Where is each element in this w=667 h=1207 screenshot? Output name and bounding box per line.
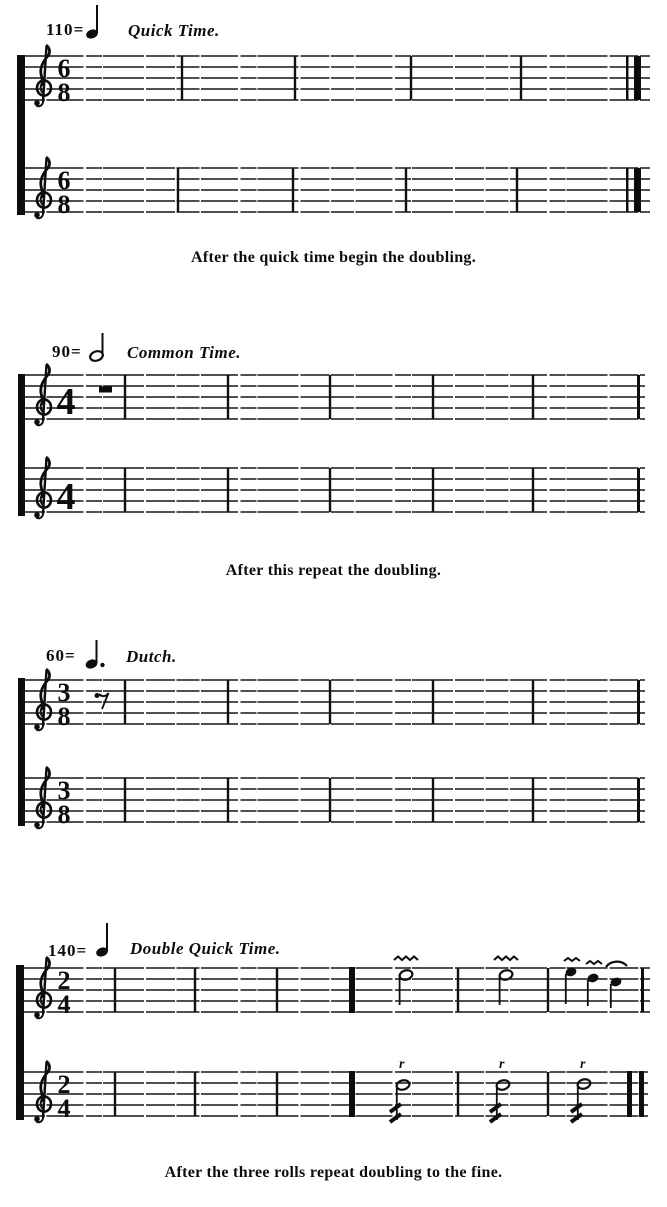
staff-lines [22, 168, 650, 212]
half-rest [99, 387, 112, 393]
tempo-number: 110 [46, 20, 74, 39]
staff-lines [22, 778, 645, 822]
tempo-number: 90 [52, 342, 71, 361]
staff-1a [0, 40, 667, 120]
treble-clef-icon [34, 957, 51, 1018]
equals-sign: = [65, 646, 76, 665]
time-signature-top: 3 [57, 678, 71, 707]
end-barline [637, 375, 640, 419]
treble-clef-icon [34, 364, 51, 425]
rolled-half-note-r-m5 [390, 1057, 411, 1122]
roll-wavy-mark [494, 957, 518, 961]
time-signature-top: 3 [57, 776, 71, 805]
tempo-number: 140 [48, 941, 77, 960]
eighth-rest [95, 693, 109, 709]
rolled-half-note-r-m6 [490, 1057, 511, 1122]
treble-clef-icon [34, 157, 51, 218]
final-barline-thick [634, 56, 641, 100]
tremolo-slash [490, 1114, 501, 1122]
caption-3: After the three rolls repeat doubling to the fine. [164, 1164, 503, 1181]
treble-clef-icon [34, 1061, 51, 1122]
time-signature-bottom: 8 [57, 800, 71, 829]
end-barline [637, 468, 640, 512]
equals-sign: = [71, 342, 82, 361]
time-signature-top: 2 [57, 1070, 71, 1099]
final-barline-thick [634, 168, 641, 212]
time-signature-bottom: 8 [57, 78, 71, 107]
staff-4a [0, 952, 667, 1032]
tempo-number: 60 [46, 646, 65, 665]
tempo-label: Dutch. [126, 647, 177, 666]
rolled-half-note-m6 [494, 957, 518, 1006]
staff-lines [22, 56, 650, 100]
tempo-label: Quick Time. [128, 21, 220, 40]
equals-sign: = [76, 941, 88, 960]
roll-letter: r [399, 1057, 405, 1072]
quarter-note-icon [84, 2, 102, 42]
time-signature-bottom: 8 [57, 702, 71, 731]
staff-3b [0, 762, 667, 842]
tempo-marking-3 [46, 646, 76, 666]
caption-2: After this repeat the doubling. [225, 562, 442, 579]
end-barline [641, 968, 644, 1012]
roll-letter: r [499, 1057, 505, 1072]
time-signature: 4 [56, 476, 76, 518]
final-barline-thick [639, 1071, 644, 1117]
staff-2b [0, 452, 667, 532]
time-signature-top: 6 [57, 166, 71, 195]
roll-wavy-mark [564, 958, 580, 961]
caption-1: After the quick time begin the doubling. [190, 249, 477, 266]
time-signature: 4 [56, 381, 76, 423]
final-barline-thick [627, 1071, 632, 1117]
time-signature-top: 6 [57, 54, 71, 83]
staff-lines [22, 468, 645, 512]
time-signature-bottom: 8 [57, 190, 71, 219]
tempo-label: Double Quick Time. [130, 939, 281, 958]
staff-lines [22, 375, 645, 419]
staff-4b [0, 1056, 667, 1136]
tempo-label: Common Time. [127, 343, 241, 362]
heavy-barline [349, 967, 355, 1013]
roll-wavy-mark [394, 957, 418, 961]
heavy-barline [349, 1071, 355, 1117]
staff-3a [0, 664, 667, 744]
time-signature-bottom: 4 [57, 990, 71, 1019]
end-barline [637, 778, 640, 822]
tremolo-slash [571, 1114, 582, 1122]
rolled-half-note-m5 [394, 957, 418, 1006]
tremolo-slash [390, 1114, 401, 1122]
time-signature-top: 2 [57, 966, 71, 995]
end-barline [637, 680, 640, 724]
time-signature-bottom: 4 [57, 1094, 71, 1123]
final-barline-thin [626, 56, 629, 100]
treble-clef-icon [34, 45, 51, 106]
tempo-marking-1 [46, 20, 84, 40]
staff-2a [0, 359, 667, 439]
treble-clef-icon [34, 669, 51, 730]
final-barline-thin [626, 168, 629, 212]
staff-1b [0, 152, 667, 232]
roll-letter: r [580, 1057, 586, 1072]
roll-wavy-mark [586, 961, 602, 964]
rolled-half-note-r-m7 [571, 1057, 592, 1122]
slur-mark [606, 962, 627, 967]
staff-lines [22, 680, 645, 724]
treble-clef-icon [34, 457, 51, 518]
treble-clef-icon [34, 767, 51, 828]
equals-sign: = [73, 20, 85, 39]
